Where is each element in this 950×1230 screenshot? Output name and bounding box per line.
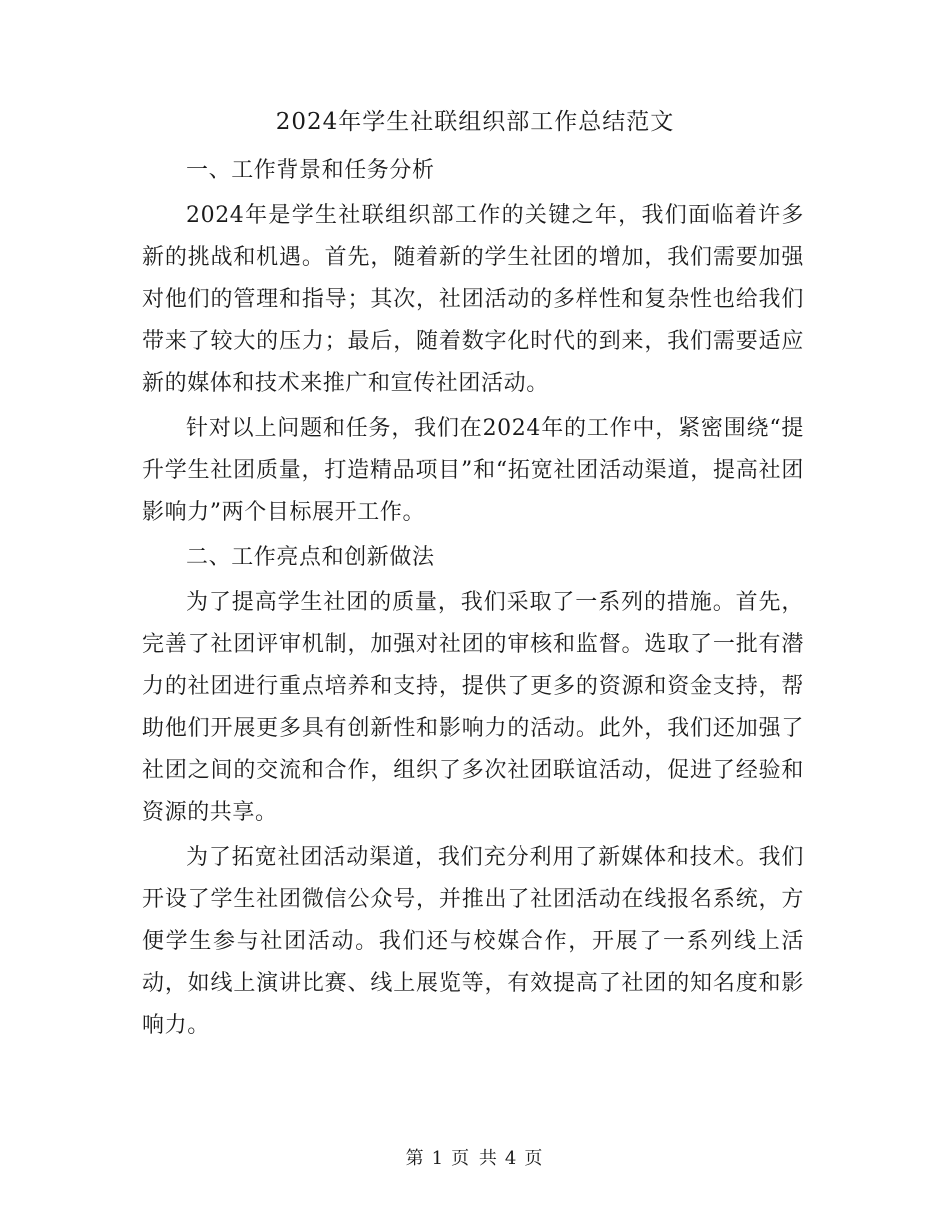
page-label-suffix: 页 (524, 1148, 545, 1169)
total-pages-number: 4 (504, 1148, 519, 1169)
page-label-prefix: 第 (405, 1148, 426, 1169)
document-body (142, 150, 804, 1050)
paragraph-background-2: 针对以上问题和任务，我们在2024年的工作中，紧密围绕“提升学生社团质量，打造精品项目”和“拓宽社团活动渠道，提高社团影响力”两个目标展开工作。 (142, 416, 804, 525)
paragraph-background-1: 2024年是学生社联组织部工作的关键之年，我们面临着许多新的挑战和机遇。首先，随着新的学生社团的增加，我们需要加强对他们的管理和指导；其次，社团活动的多样性和复杂性也给我们带来了较大的压力；最后，随着数字化时代的到来，我们需要适应新的媒体和技术来推广和宣传社团活动。 (142, 203, 804, 396)
paragraph-highlights-2: 为了拓宽社团活动渠道，我们充分利用了新媒体和技术。我们开设了学生社团微信公众号，并推出了社团活动在线报名系统，方便学生参与社团活动。我们还与校媒合作，开展了一系列线上活动，如线上演讲比赛、线上展览等，有效提高了社团的知名度和影响力。 (142, 845, 804, 1038)
page-label-mid: 页 共 (451, 1148, 499, 1169)
current-page-number: 1 (431, 1148, 446, 1169)
page-footer (0, 1145, 950, 1173)
paragraph-highlights-1: 为了提高学生社团的质量，我们采取了一系列的措施。首先，完善了社团评审机制，加强对社团的审核和监督。选取了一批有潜力的社团进行重点培养和支持，提供了更多的资源和资金支持，帮助他们开展更多具有创新性和影响力的活动。此外，我们还加强了社团之间的交流和合作，组织了多次社团联谊活动，促进了经验和资源的共享。 (142, 590, 804, 825)
section-heading-highlights: 二、工作亮点和创新做法 (186, 545, 435, 570)
section-heading-background: 一、工作背景和任务分析 (186, 158, 435, 183)
document-title: 2024年学生社联组织部工作总结范文 (275, 109, 675, 135)
